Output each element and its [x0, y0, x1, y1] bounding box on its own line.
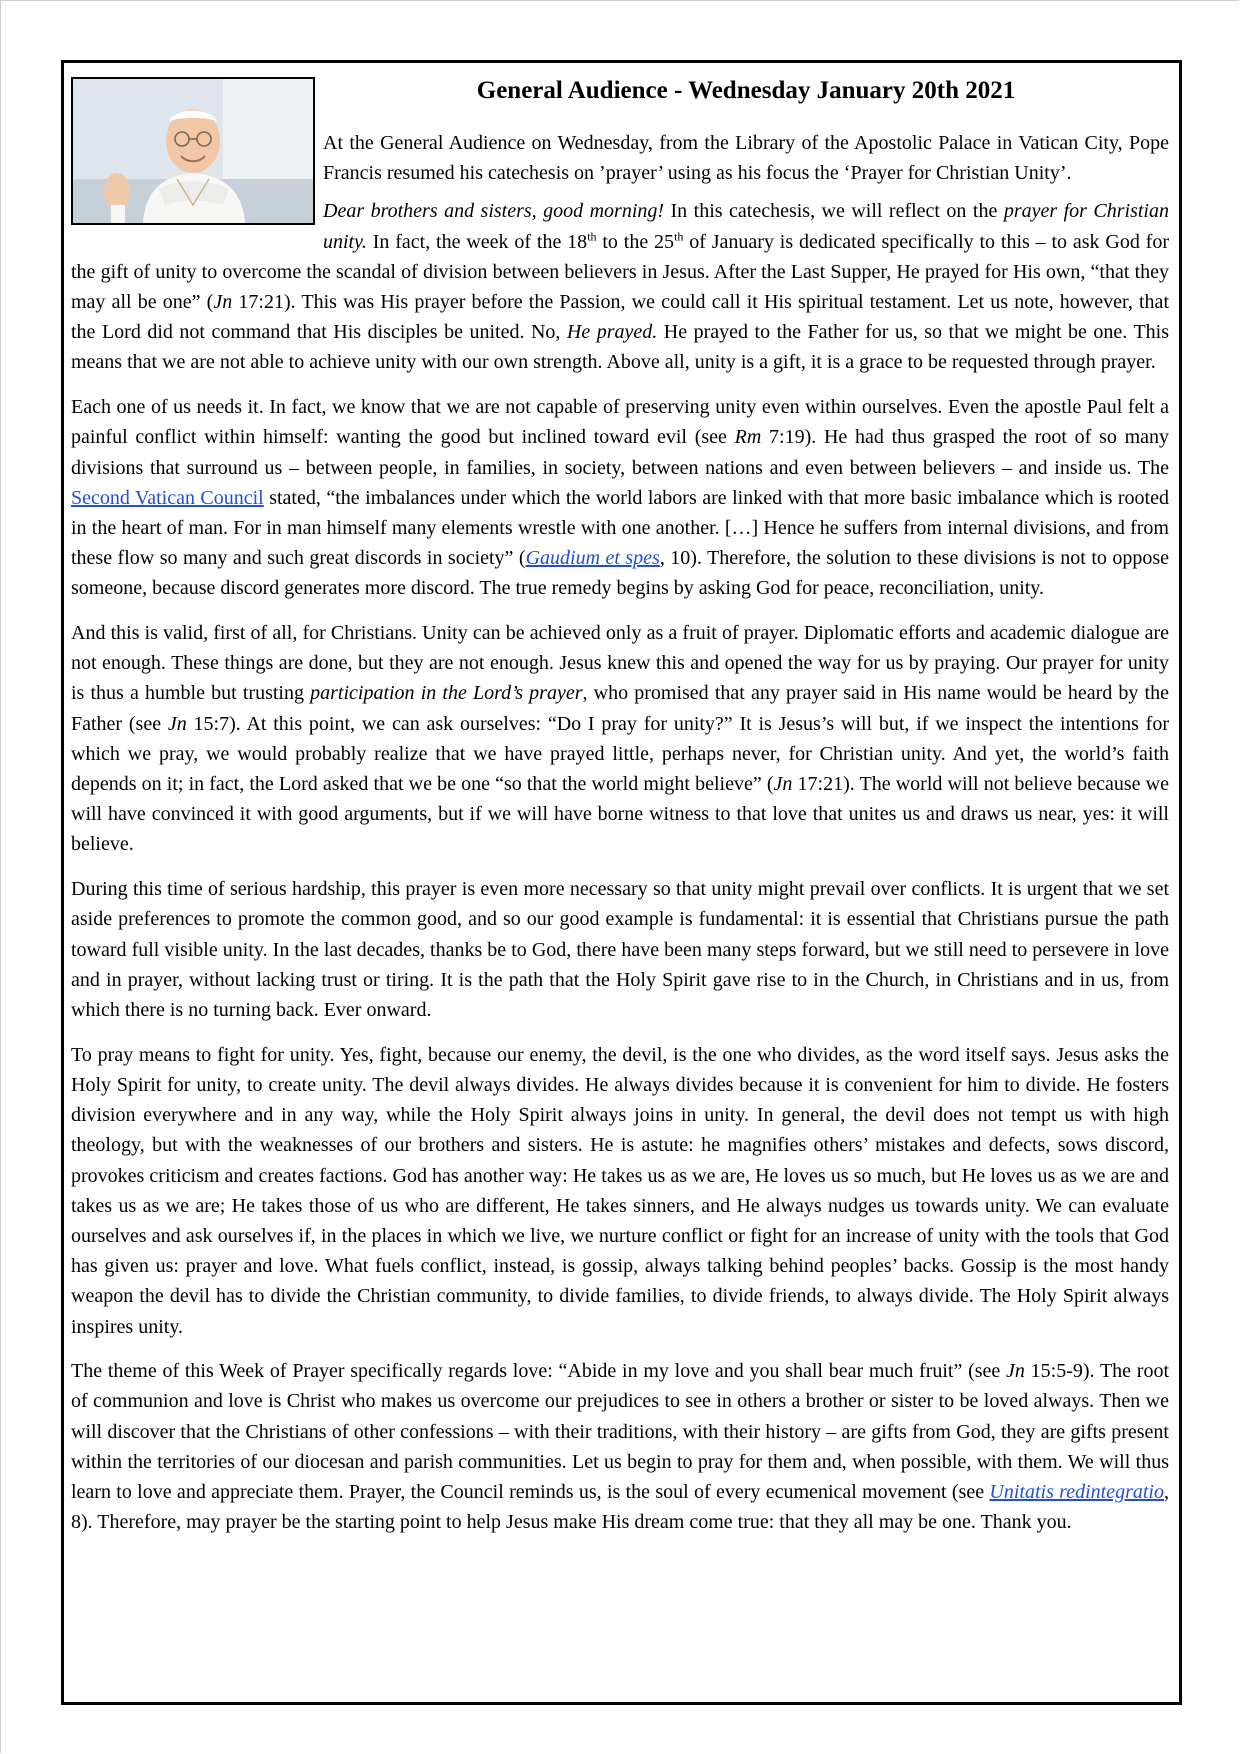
p1-emphasis: prayer for Christian unity.: [323, 200, 1169, 253]
p1-text-c: to the 25: [596, 230, 675, 253]
pope-photo-illustration: [73, 79, 313, 223]
p3-text-a: And this is valid, first of all, for Christians. Unity can be achieved only as a fruit of prayer. Diplomatic efforts and academic dialogue are not enough. These things are done, but they are not enough. Jesus knew this and opened the way for us by praying. Our prayer for unity is thus a humble but trusting: [71, 622, 1169, 705]
second-vatican-council-link[interactable]: Second Vatican Council: [71, 486, 264, 509]
greeting: Dear brothers and sisters, good morning!: [323, 200, 665, 223]
article-frame: [61, 60, 1182, 1705]
intro-paragraph: At the General Audience on Wednesday, from the Library of the Apostolic Palace in Vatican City, Pope Francis resumed his catechesis on ’prayer’ using as his focus the ‘Prayer for Christian Unity’.: [323, 132, 1169, 185]
p3-ref-1: Jn: [167, 712, 187, 735]
p2-ref: Rm: [734, 426, 762, 449]
p1-sup-2: th: [674, 228, 684, 243]
p1-text-b: In fact, the week of the 18: [366, 230, 588, 253]
gaudium-et-spes-link[interactable]: [526, 547, 660, 569]
paragraph-5: To pray means to fight for unity. Yes, fight, because our enemy, the devil, is the one who divides, as the word itself says. Jesus asks the Holy Spirit for unity, to create unity. The devil always divides. He always divides because it is convenient for him to divide. He fosters division everywhere and in any way, while the Holy Spirit always joins in unity. In general, the devil does not tempt us with high theology, but with the weaknesses of our brothers and sisters. He is astute: he magnifies others’ mistakes and defects, sows discord, provokes criticism and creates factions. God has another way: He takes us as we are, He loves us so much, but He loves us as we are and takes us as we are; He takes those of us who are different, He takes sinners, and He always nudges us towards unity. We can evaluate ourselves and ask ourselves if, in the places in which we live, we nurture conflict or fight for an increase of unity with the tools that God has given us: prayer and love. What fuels conflict, instead, is gossip, always talking behind peoples’ backs. Gossip is the most handy weapon the devil has to divide the Christian community, to divide families, to divide friends, to always divide. The Holy Spirit always inspires unity.: [71, 1043, 1169, 1338]
p1-text-f: He prayed to the Father for us, so that we might be one. This means that we are not able to achieve unity with our own strength. Above all, unity is a gift, it is a grace to be requested through prayer.: [71, 321, 1169, 374]
p1-text-d: of January is dedicated specifically to this – to ask God for the gift of unity to overcome the scandal of division between believers in Jesus. After the Last Supper, He prayed for His own, “that they may all be one” (: [71, 230, 1169, 314]
p6-ref: Jn: [1006, 1360, 1025, 1383]
p6-text-b: 15:5-9). The root of communion and love is Christ who makes us overcome our prejudices to see in others a brother or sister to be loved always. Then we will discover that the Christians of other confessions – with their traditions, with their history – are gifts from God, they are gifts present within the territories of our diocesan and parish communities. Let us begin to pray for them and, when possible, with them. We will thus learn to love and appreciate them. Prayer, the Council reminds us, is the soul of every ecumenical movement (see: [71, 1360, 1170, 1504]
article-title: General Audience - Wednesday January 20th 2021: [476, 77, 1016, 104]
paragraph-3: [71, 618, 1169, 860]
p3-emphasis: participation in the Lord’s prayer: [310, 682, 583, 705]
p3-text-c: 15:7). At this point, we can ask ourselves: “Do I pray for unity?” It is Jesus’s will but, if we inspect the intentions for which we pray, we would probably realize that we have prayed little, perhaps never, for Christian unity. And yet, the world’s faith depends on it; in fact, the Lord asked that we be one “so that the world might believe” (: [71, 712, 1169, 796]
p1-sup-1: th: [587, 228, 597, 243]
p6-text-a: The theme of this Week of Prayer specifically regards love: “Abide in my love and you shall bear much fruit” (see: [71, 1360, 1007, 1383]
gaudium-et-spes-text: Gaudium et spes: [525, 547, 660, 570]
paragraph-2: [71, 392, 1169, 603]
p2-text-b: 7:19). He had thus grasped the root of so many divisions that surround us – between people, in families, in society, between nations and even between believers – and inside us. The: [71, 426, 1170, 479]
p2-text-c: stated, “the imbalances under which the world labors are linked with that more basic imbalance which is rooted in the heart of man. For in man himself many elements wrestle with one another. […] Hence he suffers from internal divisions, and from these flow so many and such great discords in society” (: [71, 486, 1169, 570]
p1-text-a: In this catechesis, we will reflect on the: [664, 200, 1004, 223]
p2-text-a: Each one of us needs it. In fact, we know that we are not capable of preserving unity even within ourselves. Even the apostle Paul felt a painful conflict within himself: wanting the good but inclined toward evil (see: [71, 396, 1169, 449]
p1-text-e: 17:21). This was His prayer before the Passion, we could call it His spiritual testament. Let us note, however, that the Lord did not command that His disciples be united. No,: [71, 291, 1169, 344]
p2-text-d: , 10). Therefore, the solution to these divisions is not to oppose someone, because discord generates more discord. The true remedy begins by asking God for peace, reconciliation, unity.: [71, 547, 1170, 600]
p3-ref-2: Jn: [773, 773, 793, 796]
pope-photo: [71, 77, 315, 225]
paragraph-6: [71, 1356, 1169, 1537]
p6-text-c: , 8). Therefore, may prayer be the starting point to help Jesus make His dream come true: that they all may be one. Thank you.: [71, 1481, 1169, 1534]
unitatis-redintegratio-link[interactable]: [989, 1481, 1164, 1503]
paragraph-4: During this time of serious hardship, this prayer is even more necessary so that unity might prevail over conflicts. It is urgent that we set aside preferences to promote the common good, and so our good example is fundamental: it is essential that Christians pursue the path toward full visible unity. In the last decades, thanks be to God, there have been many steps forward, but we still need to persevere in love and in prayer, without lacking trust or tiring. It is the path that the Holy Spirit gave rise to in the Church, in Christians and in us, from which there is no turning back. Ever onward.: [71, 878, 1169, 1021]
p1-he-prayed: He prayed.: [566, 321, 658, 344]
unitatis-redintegratio-text: Unitatis redintegratio: [989, 1481, 1164, 1504]
p3-text-b: , who promised that any prayer said in His name would be heard by the Father (see: [71, 682, 1169, 735]
p3-text-d: 17:21). The world will not believe because we will have convinced it with good arguments, but if we will have borne witness to that love that unites us and draws us near, yes: it will believe.: [71, 773, 1170, 856]
p1-ref: Jn: [213, 291, 233, 314]
